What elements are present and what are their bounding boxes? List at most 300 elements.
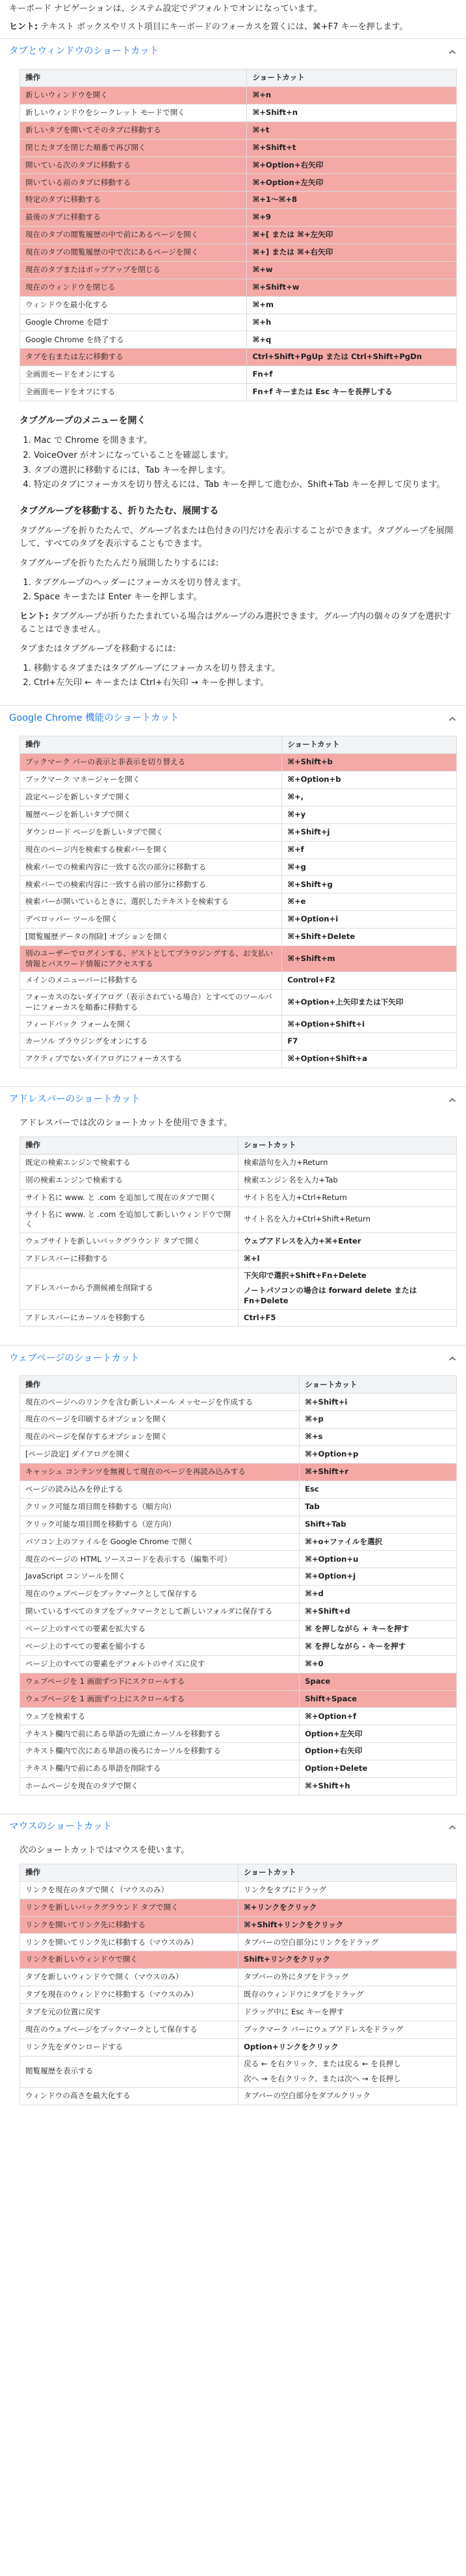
shortcut-text: ⌘+Shift+j (287, 827, 330, 836)
shortcut-text: ⌘+, (287, 792, 304, 802)
shortcut-cell (247, 244, 457, 262)
action-cell: 現在のウェブページをブックマークとして保存する (20, 1586, 300, 1603)
action-cell: 閲覧履歴を表示する (20, 2056, 239, 2087)
action-cell: パソコン上のファイルを Google Chrome で開く (20, 1533, 300, 1551)
shortcut-text: ⌘ を押しながら + キーを押す (305, 1624, 409, 1634)
shortcut-text: ⌘+Shift+t (252, 142, 296, 152)
table-row (20, 2056, 457, 2087)
shortcut-table (19, 1136, 457, 1327)
shortcut-cell (247, 314, 457, 331)
shortcut-cell (247, 209, 457, 227)
action-cell: 現在のページを印刷するオプションを開く (20, 1411, 300, 1429)
shortcut-cell (247, 104, 457, 121)
table-row (20, 1516, 457, 1533)
shortcut-cell (300, 1655, 457, 1673)
action-cell: メインのメニューバーに移動する (20, 972, 282, 990)
paragraph: タブグループを折りたたんで、グループ名または色付きの円だけを表示することができます。タブグループを展開して、すべてのタブを表示することもできます。 (19, 526, 454, 549)
paragraph: タブまたはタブグループを移動するには: (19, 644, 176, 654)
table-row (20, 1498, 457, 1516)
shortcut-cell (239, 1969, 457, 1986)
shortcut-text: ドラッグ中に Esc キーを押す (244, 2007, 344, 2017)
table-row (20, 209, 457, 227)
table-row (20, 1725, 457, 1743)
shortcut-text: ⌘+Shift+h (305, 1781, 350, 1791)
action-cell: テキスト欄内で前にある単語の先頭にカーソルを移動する (20, 1725, 300, 1743)
table-row (20, 1154, 457, 1171)
shortcut-text: ⌘+Option+f (305, 1711, 357, 1721)
shortcut-cell (282, 972, 457, 990)
shortcut-text: タブバーの空白部分をダブルクリック (244, 2091, 371, 2101)
action-cell: 全画面モードをオフにする (20, 384, 247, 401)
shortcut-cell (282, 1033, 457, 1051)
section-mouse (0, 1814, 466, 2123)
shortcut-cell (247, 366, 457, 384)
table-row (20, 1533, 457, 1551)
table-row (20, 261, 457, 279)
shortcut-text: Fn+f (252, 369, 273, 379)
shortcut-text: タブバーの空白部分にリンクをドラッグ (244, 1937, 379, 1947)
table-row (20, 349, 457, 366)
action-cell: 現在のページへのリンクを含む新しいメール メッセージを作成する (20, 1394, 300, 1411)
shortcut-text: 下矢印で選択+Shift+Fn+Delete (244, 1270, 367, 1280)
table-row (20, 1916, 457, 1934)
section-title: マウスのショートカット (9, 1821, 112, 1832)
chevron-up-icon[interactable] (448, 1354, 457, 1363)
action-cell: ダウンロード ページを新しいタブで開く (20, 823, 282, 841)
table-row (20, 1171, 457, 1189)
table-row (20, 366, 457, 384)
shortcut-text: Tab (305, 1501, 320, 1511)
shortcut-cell (300, 1725, 457, 1743)
action-cell: 閉じたタブを閉じた順番で再び開く (20, 139, 247, 156)
action-cell: 新しいウィンドウをシークレット モードで開く (20, 104, 247, 121)
table-row (20, 1411, 457, 1429)
shortcut-text: ⌘+s (305, 1432, 323, 1442)
table-row (20, 823, 457, 841)
action-cell: アクティブでないダイアログにフォーカスする (20, 1051, 282, 1068)
section-intro: アドレスバーでは次のショートカットを使用できます。 (19, 1118, 233, 1129)
intro (0, 0, 466, 33)
table-row (20, 1250, 457, 1268)
table-row (20, 911, 457, 929)
list-item: 4. 特定のタブにフォーカスを切り替えるには、Tab キーを押して進むか、Shift+Tab キーを押して戻ります。 (34, 479, 457, 492)
table-row (20, 296, 457, 314)
list-item: 2. Ctrl+左矢印 ← キーまたは Ctrl+右矢印 → キーを押します。 (34, 677, 457, 690)
table-row (20, 788, 457, 806)
shortcut-cell (239, 1899, 457, 1916)
list-item: 1. 移動するタブまたはタブグループにフォーカスを切り替えます。 (34, 662, 457, 675)
section-body (0, 1375, 466, 1813)
table-row (20, 1881, 457, 1899)
action-cell: Google Chrome を隠す (20, 314, 247, 331)
shortcut-note: 次へ → を右クリック、または次へ → を長押し (244, 2074, 401, 2084)
shortcut-cell (239, 1207, 457, 1232)
table-row (20, 244, 457, 262)
shortcut-text: サイト名を入力+Ctrl+Shift+Return (244, 1214, 370, 1224)
shortcut-text: ⌘+Option+p (305, 1449, 359, 1459)
action-cell: 別の検索エンジンで検索する (20, 1171, 239, 1189)
shortcut-text: ⌘+h (252, 317, 272, 327)
table-row (20, 1394, 457, 1411)
action-cell: 現在のページ内を検索する検索バーを開く (20, 841, 282, 858)
table-row (20, 121, 457, 139)
table-row (20, 1673, 457, 1690)
shortcut-text: ⌘+Option+左矢印 (252, 177, 324, 187)
shortcut-text: ⌘+Option+b (287, 775, 341, 784)
shortcut-cell (282, 754, 457, 771)
shortcut-cell (282, 990, 457, 1016)
shortcut-text: ⌘+Option+Shift+i (287, 1019, 365, 1029)
chevron-up-icon[interactable] (448, 1823, 457, 1832)
action-cell: ページの読み込みを停止する (20, 1481, 300, 1498)
table-row (20, 1743, 457, 1760)
table-row (20, 929, 457, 946)
shortcut-text: ⌘+Shift+i (305, 1397, 348, 1407)
shortcut-text: ⌘+Option+上矢印または下矢印 (287, 997, 404, 1007)
table-row (20, 227, 457, 244)
shortcut-text: ⌘+Option+u (305, 1554, 359, 1564)
shortcut-cell (282, 929, 457, 946)
action-cell: ページ上のすべての要素をデフォルトのサイズに戻す (20, 1655, 300, 1673)
shortcut-cell (300, 1498, 457, 1516)
shortcut-cell (282, 788, 457, 806)
action-cell: アドレスバーにカーソルを移動する (20, 1309, 239, 1327)
shortcut-text: ⌘+Option+i (287, 914, 339, 924)
action-cell: ページ上のすべての要素を拡大する (20, 1621, 300, 1638)
table-header-row (20, 1864, 457, 1881)
table-row (20, 104, 457, 121)
shortcut-cell (239, 1309, 457, 1327)
shortcut-cell (300, 1568, 457, 1586)
shortcut-text: ⌘+Shift+m (287, 953, 335, 963)
action-cell: [閲覧履歴データの削除] オプションを開く (20, 929, 282, 946)
shortcut-cell (239, 2056, 457, 2087)
table-row (20, 87, 457, 105)
shortcut-text: リンクをタブにドラッグ (244, 1884, 327, 1894)
table-row (20, 1033, 457, 1051)
shortcut-cell (282, 894, 457, 911)
section-tabs-windows (0, 38, 466, 705)
shortcut-text: ⌘+Shift+Delete (287, 932, 356, 942)
list-item: 1. タブグループのヘッダーにフォーカスを切り替えます。 (34, 577, 457, 590)
action-cell: デベロッパー ツールを開く (20, 911, 282, 929)
shortcut-text: ⌘+p (305, 1414, 324, 1424)
shortcut-cell (300, 1429, 457, 1446)
section-chrome-features (0, 705, 466, 1086)
table-row (20, 1268, 457, 1309)
shortcut-cell (247, 139, 457, 156)
shortcut-cell (239, 1951, 457, 1969)
shortcut-cell (239, 2021, 457, 2038)
shortcut-text: ブックマーク バーにウェブアドレスをドラッグ (244, 2024, 404, 2034)
shortcut-text: ⌘+Shift+d (305, 1607, 350, 1616)
action-cell: リンクを開いてリンク先に移動する（マウスのみ） (20, 1934, 239, 1951)
action-cell: 全画面モードをオンにする (20, 366, 247, 384)
shortcut-cell (300, 1481, 457, 1498)
table-row (20, 1638, 457, 1655)
shortcut-text: 戻る ← を右クリック、または戻る ← を長押し (244, 2058, 401, 2068)
action-cell: 別のユーザーでログインする、ゲストとしてブラウジングする、お支払い情報とパスワード情報にアクセスする (20, 945, 282, 971)
shortcut-text: 検索エンジン名を入力+Tab (244, 1175, 338, 1184)
section-title: タブとウィンドウのショートカット (9, 46, 159, 57)
shortcut-cell (300, 1446, 457, 1464)
shortcut-cell (282, 1016, 457, 1033)
section-body (0, 736, 466, 1086)
table-row (20, 806, 457, 823)
action-cell: 履歴ページを新しいタブで開く (20, 806, 282, 823)
shortcut-cell (247, 384, 457, 401)
shortcut-text: ⌘+q (252, 334, 272, 344)
intro-hint (9, 21, 457, 34)
action-cell: 検索バーでの検索内容に一致する次の部分に移動する (20, 858, 282, 876)
action-cell: 開いている前のタブに移動する (20, 174, 247, 192)
action-cell: テキスト欄内で前にある単語を削除する (20, 1760, 300, 1778)
shortcut-cell (300, 1464, 457, 1481)
table-row (20, 1969, 457, 1986)
action-cell: キャッシュ コンテンツを無視して現在のページを再読み込みする (20, 1464, 300, 1481)
action-cell: ウィンドウを最小化する (20, 296, 247, 314)
table-row (20, 1934, 457, 1951)
shortcut-text: ⌘+Shift+g (287, 879, 333, 889)
tip-label: ヒント: (19, 612, 49, 622)
action-cell: リンクを開いてリンク先に移動する (20, 1916, 239, 1934)
table-header-row (20, 736, 457, 754)
shortcut-cell (239, 1268, 457, 1309)
table-row (20, 894, 457, 911)
shortcut-text: サイト名を入力+Ctrl+Return (244, 1192, 347, 1202)
list-item: 2. Space キーまたは Enter キーを押します。 (34, 591, 457, 604)
action-cell: 新しいタブを開いてそのタブに移動する (20, 121, 247, 139)
shortcut-text: ⌘+] または ⌘+右矢印 (252, 247, 333, 257)
shortcut-cell (282, 911, 457, 929)
numbered-list (19, 577, 457, 605)
sections (0, 38, 466, 2123)
shortcut-table (19, 1864, 457, 2105)
shortcut-text: ⌘+Option+Shift+a (287, 1054, 367, 1064)
shortcut-text: Fn+f キーまたは Esc キーを長押しする (252, 387, 393, 397)
table-row (20, 156, 457, 174)
intro-line: キーボード ナビゲーションは、システム設定でデフォルトでオンになっています。 (9, 4, 322, 14)
column-header-action: 操作 (20, 736, 282, 754)
shortcut-cell (282, 771, 457, 789)
shortcut-text: ⌘+1～⌘+8 (252, 195, 298, 205)
shortcut-cell (239, 2038, 457, 2056)
list-item: 1. Mac で Chrome を開きます。 (34, 434, 457, 447)
shortcut-text: F7 (287, 1036, 298, 1046)
table-row (20, 139, 457, 156)
shortcut-cell (300, 1516, 457, 1533)
shortcut-text: Esc (305, 1484, 319, 1494)
column-header-shortcut: ショートカット (282, 736, 457, 754)
action-cell: 開いているすべてのタブをブックマークとして新しいフォルダに保存する (20, 1603, 300, 1621)
table-row (20, 1446, 457, 1464)
shortcut-cell (300, 1690, 457, 1708)
shortcut-text: Control+F2 (287, 975, 335, 985)
action-cell: 現在のタブまたはポップアップを閉じる (20, 261, 247, 279)
table-row (20, 1551, 457, 1568)
table-row (20, 876, 457, 894)
action-cell: ウェブを検索する (20, 1708, 300, 1725)
shortcut-cell (282, 876, 457, 894)
table-row (20, 1429, 457, 1446)
section-header-web-page[interactable] (0, 1345, 466, 1371)
shortcut-cell (239, 2003, 457, 2021)
action-cell: 現在のウェブページをブックマークとして保存する (20, 2021, 239, 2038)
subsection-title: タブグループのメニューを開く (19, 416, 146, 427)
table-row (20, 1899, 457, 1916)
table-row (20, 841, 457, 858)
action-cell: クリック可能な項目間を移動する（順方向） (20, 1498, 300, 1516)
action-cell: 現在のページを保存するオプションを開く (20, 1429, 300, 1446)
list-item: 3. タブの選択に移動するには、Tab キーを押します。 (34, 464, 457, 477)
column-header-shortcut: ショートカット (239, 1864, 457, 1881)
action-cell: 設定ページを新しいタブで開く (20, 788, 282, 806)
table-header-row (20, 1136, 457, 1154)
shortcut-text: ⌘+0 (305, 1658, 324, 1668)
shortcut-cell (300, 1621, 457, 1638)
shortcut-cell (300, 1760, 457, 1778)
table-row (20, 384, 457, 401)
action-cell: タブを現在のウィンドウに移動する（マウスのみ） (20, 1986, 239, 2004)
action-cell: タブを元の位置に戻す (20, 2003, 239, 2021)
shortcut-cell (239, 1189, 457, 1207)
action-cell: リンク先をダウンロードする (20, 2038, 239, 2056)
table-row (20, 1760, 457, 1778)
shortcut-text: Option+Delete (305, 1764, 368, 1773)
shortcut-cell (239, 1934, 457, 1951)
table-row (20, 174, 457, 192)
shortcut-cell (247, 227, 457, 244)
table-row (20, 1986, 457, 2004)
action-cell: 新しいウィンドウを開く (20, 87, 247, 105)
shortcut-cell (247, 279, 457, 296)
shortcut-cell (239, 1881, 457, 1899)
action-cell: クリック可能な項目間を移動する（逆方向） (20, 1516, 300, 1533)
action-cell: カーソル ブラウジングをオンにする (20, 1033, 282, 1051)
action-cell: ウェブページを 1 画面ずつ下にスクロールする (20, 1673, 300, 1690)
shortcut-text: Option+右矢印 (305, 1746, 363, 1756)
shortcut-cell (300, 1743, 457, 1760)
action-cell: ブックマーク マネージャーを開く (20, 771, 282, 789)
shortcut-cell (300, 1394, 457, 1411)
action-cell: サイト名に www. と .com を追加して現在のタブで開く (20, 1189, 239, 1207)
shortcut-text: タブバーの外にタブをドラッグ (244, 1972, 349, 1982)
shortcut-text: Space (305, 1676, 331, 1686)
shortcut-text: ウェブアドレスを入力+⌘+Enter (244, 1236, 361, 1245)
action-cell: ウェブページを 1 画面ずつ上にスクロールする (20, 1690, 300, 1708)
shortcut-text: ⌘+w (252, 265, 273, 275)
table-row (20, 1016, 457, 1033)
table-row (20, 1690, 457, 1708)
action-cell: アドレスバーに移動する (20, 1250, 239, 1268)
table-row (20, 1309, 457, 1327)
shortcut-text: ⌘+リンクをクリック (244, 1902, 317, 1912)
column-header-action: 操作 (20, 1136, 239, 1154)
section-body (0, 1844, 466, 2123)
section-address-bar (0, 1086, 466, 1345)
section-title: アドレスバーのショートカット (9, 1094, 140, 1105)
hint-label: ヒント: (9, 21, 38, 32)
section-intro: 次のショートカットではマウスを使います。 (19, 1845, 190, 1855)
table-row (20, 754, 457, 771)
shortcut-text: ⌘+y (287, 809, 306, 819)
table-row (20, 771, 457, 789)
section-header-address-bar[interactable] (0, 1087, 466, 1113)
shortcut-cell (282, 945, 457, 971)
chevron-up-icon[interactable] (448, 47, 457, 56)
action-cell: 現在のタブの閲覧履歴の中で前にあるページを開く (20, 227, 247, 244)
action-cell: 検索バーが開いているときに、選択したテキストを検索する (20, 894, 282, 911)
table-row (20, 1568, 457, 1586)
shortcut-cell (247, 331, 457, 349)
shortcut-cell (239, 1171, 457, 1189)
shortcut-text: Ctrl+F5 (244, 1312, 276, 1322)
shortcut-text: ⌘+Shift+n (252, 108, 298, 118)
shortcut-text: Shift+Tab (305, 1519, 346, 1529)
shortcut-text: ⌘+Option+右矢印 (252, 160, 324, 169)
paragraph: タブグループを折りたたんだり展開したりするには: (19, 558, 219, 568)
section-header-mouse[interactable] (0, 1814, 466, 1840)
shortcut-cell (300, 1551, 457, 1568)
action-cell: 既定の検索エンジンで検索する (20, 1154, 239, 1171)
action-cell: 現在のページの HTML ソースコードを表示する（編集不可） (20, 1551, 300, 1568)
shortcut-text: ⌘+m (252, 299, 274, 309)
shortcut-text: ⌘+n (252, 90, 272, 100)
shortcut-text: ⌘+Option+j (305, 1571, 356, 1581)
column-header-shortcut: ショートカット (239, 1136, 457, 1154)
section-title: ウェブページのショートカット (9, 1353, 140, 1364)
shortcut-cell (247, 174, 457, 192)
shortcut-cell (247, 192, 457, 209)
shortcut-text: 検索語句を入力+Return (244, 1158, 328, 1168)
shortcut-cell (282, 1051, 457, 1068)
shortcut-text: ⌘+Shift+b (287, 757, 333, 767)
shortcut-text: ⌘+9 (252, 212, 271, 222)
subsection-title: タブグループを移動する、折りたたむ、展開する (19, 506, 219, 517)
numbered-list (19, 434, 457, 492)
section-header-chrome-features[interactable] (0, 706, 466, 732)
section-header-tabs-windows[interactable] (0, 39, 466, 65)
shortcut-text: ⌘+f (287, 844, 304, 854)
shortcut-text: ⌘+Shift+リンクをクリック (244, 1919, 344, 1929)
column-header-action: 操作 (20, 1376, 300, 1394)
shortcut-cell (247, 296, 457, 314)
shortcut-cell (239, 2087, 457, 2105)
shortcut-cell (300, 1708, 457, 1725)
table-row (20, 1189, 457, 1207)
shortcut-text: ⌘ を押しながら - キーを押す (305, 1642, 406, 1651)
table-row (20, 2003, 457, 2021)
shortcut-cell (239, 1232, 457, 1250)
table-row (20, 1207, 457, 1232)
action-cell: アドレスバーから予測候補を削除する (20, 1268, 239, 1309)
shortcut-text: Shift+リンクをクリック (244, 1955, 330, 1964)
shortcut-cell (300, 1411, 457, 1429)
table-row (20, 2021, 457, 2038)
table-row (20, 990, 457, 1016)
table-row (20, 1778, 457, 1795)
shortcut-note: ノートパソコンの場合は forward delete または Fn+Delete (244, 1286, 417, 1305)
shortcut-text: Option+リンクをクリック (244, 2042, 339, 2051)
table-row (20, 858, 457, 876)
tip-note (19, 610, 457, 636)
shortcut-text: ⌘+d (305, 1589, 324, 1599)
table-row (20, 2038, 457, 2056)
chevron-up-icon[interactable] (448, 714, 457, 723)
table-row (20, 1951, 457, 1969)
shortcut-text: Option+左矢印 (305, 1729, 363, 1738)
chevron-up-icon[interactable] (448, 1095, 457, 1105)
